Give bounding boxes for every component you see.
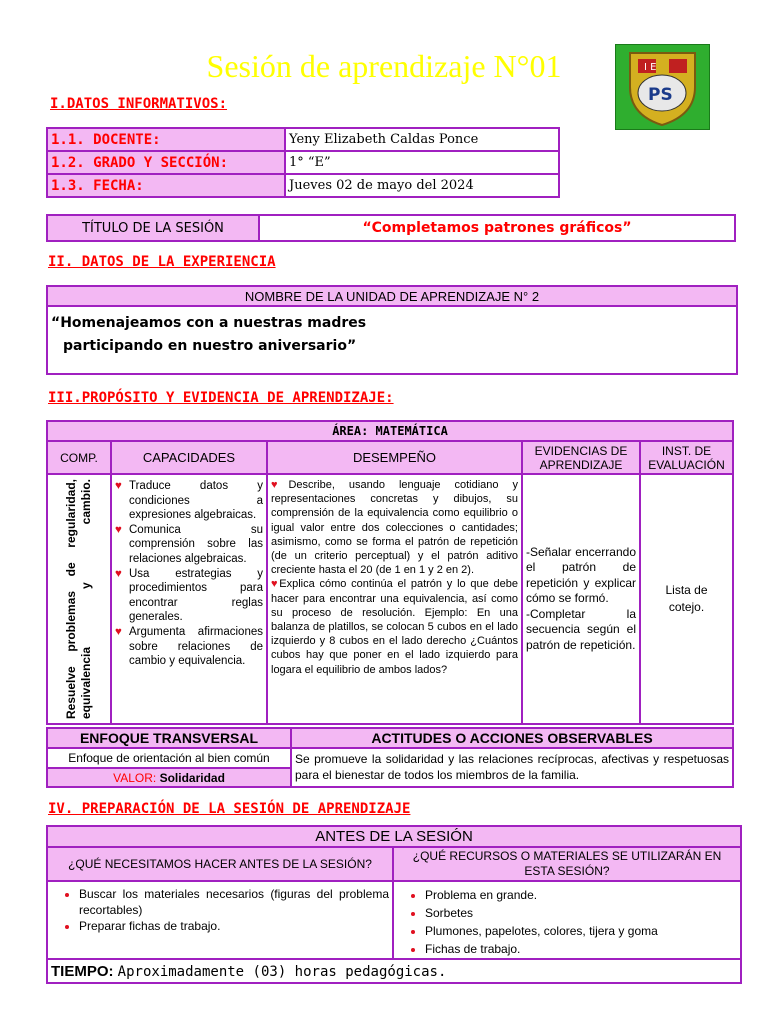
hacer-item: • Buscar los materiales necesarios (figuras del problema recortables) [79,886,389,918]
q-hacer-header: ¿QUÉ NECESITAMOS HACER ANTES DE LA SESIÓN? [47,847,393,881]
heart-icon: ♥ [115,480,122,492]
logo-letters-center: PS [648,85,673,105]
page-title: Sesión de aprendizaje N°01 [206,48,562,84]
evidencia-2: -Completar la secuencia según el patrón de repetición. [526,606,636,652]
heart-icon: ♥ [115,523,122,536]
school-logo [615,44,710,130]
unidad-name-line1: “Homenajeamos con a nuestras madres [51,315,367,331]
session-title-value: “Completamos patrones gráficos” [259,215,735,241]
docente-value: Yeny Elizabeth Caldas Ponce [285,128,559,151]
tiempo-value: Aproximadamente (03) horas pedagógicas. [117,963,447,980]
tiempo-label: TIEMPO: [51,962,114,980]
heart-icon: ♥ [115,567,122,580]
actitudes-header: ACTITUDES O ACCIONES OBSERVABLES [291,728,733,748]
recurso-item: • Sorbetes [425,904,737,922]
capacidad-4: Argumenta afirmaciones sobre relaciones de cambio y equivalencia. [129,625,263,668]
unidad-header: NOMBRE DE LA UNIDAD DE APRENDIZAJE N° 2 [47,286,737,306]
enfoque-header: ENFOQUE TRANSVERSAL [47,728,291,748]
competencia-text: Resuelve problemas de regularidad, equivalencia y cambio. [64,479,93,719]
unidad-name-line2: participando en nuestro aniversario” [63,338,357,354]
heart-icon: ♥ [271,578,280,591]
col-evidencias: EVIDENCIAS DE APRENDIZAJE [522,441,640,474]
capacidad-2: Comunica su comprensión sobre las relaciones algebraicas. [129,523,263,565]
grado-value: 1° “E” [285,151,559,174]
desempeno-2: Explica cómo continúa el patrón y lo que debe hacer para encontrar una equivalencia, así como su proceso de resolución. Ejemplo: En una balanza de platillos, se colocan 5 cubos en el lado izquierdo y 8 cubos en el lado derecho ¿Cuántos cubos hay que poner en el lado izquierdo para logara el equilibrio de ambos lados? [271,578,518,676]
desempeno-1: Describe, usando lenguaje cotidiano y representaciones concretas y dibujos, su comprensión de la equivalencia como equilibrio o igual valor entre dos colecciones o cantidades; asimismo, como se forma el patrón de repetición (de un criterio perceptual) y el patrón aditivo creciente hasta el 20 (de 1 en 1 y 2 en 2). [271,479,519,577]
section-2-heading: II. DATOS DE LA EXPERIENCIA [48,254,276,270]
antes-header: ANTES DE LA SESIÓN [47,826,741,847]
enfoque-table [46,727,734,788]
enfoque-text: Enfoque de orientación al bien común [47,748,291,768]
recurso-item: • Problema en grande. [425,886,737,904]
valor-label: VALOR: [113,770,157,785]
capacidad-1: Traduce datos y condiciones a expresiones algebraicas. [129,480,263,522]
heart-icon: ♥ [115,625,122,638]
grado-label: 1.2. GRADO Y SECCIÓN: [47,151,285,174]
recurso-item: • Fichas de trabajo. [425,940,737,958]
capacidad-3: Usa estrategias y procedimientos para encontrar reglas generales. [129,567,263,624]
datos-informativos-table [46,127,560,198]
q-recursos-header: ¿QUÉ RECURSOS O MATERIALES SE UTILIZARÁN EN ESTA SESIÓN? [393,847,741,881]
col-comp: COMP. [47,441,111,474]
recurso-item: • Plumones, papelotes, colores, tijera y goma [425,922,737,940]
valor-text: Solidaridad [159,770,225,785]
logo-letters-top: I E [644,62,657,73]
col-desempeno: DESEMPEÑO [267,441,522,474]
evidencia-1: -Señalar encerrando el patrón de repetición y explicar cómo se formó. [526,544,636,606]
area-header: ÁREA: MATEMÁTICA [47,421,733,441]
instrumento-evaluacion: Lista de cotejo. [640,474,733,724]
preparacion-table [46,825,742,984]
section-1-heading: I.DATOS INFORMATIVOS: [50,96,228,112]
col-capacidades: CAPACIDADES [111,441,267,474]
section-4-heading: IV. PREPARACIÓN DE LA SESIÓN DE APRENDIZAJE [48,801,411,817]
session-title-label: TÍTULO DE LA SESIÓN [47,215,259,241]
section-3-heading: III.PROPÓSITO Y EVIDENCIA DE APRENDIZAJE: [48,390,394,406]
heart-icon: ♥ [271,479,289,491]
unidad-table [46,285,738,375]
proposito-table [46,420,734,725]
hacer-item: • Preparar fichas de trabajo. [79,918,389,934]
docente-label: 1.1. DOCENTE: [47,128,285,151]
fecha-value: Jueves 02 de mayo del 2024 [285,174,559,197]
fecha-label: 1.3. FECHA: [47,174,285,197]
col-instrumento: INST. DE EVALUACIÓN [640,441,733,474]
session-title-table [46,214,736,242]
actitudes-text: Se promueve la solidaridad y las relaciones recíprocas, afectivas y respetuosas para el bienestar de todos los miembros de la familia. [291,748,733,787]
